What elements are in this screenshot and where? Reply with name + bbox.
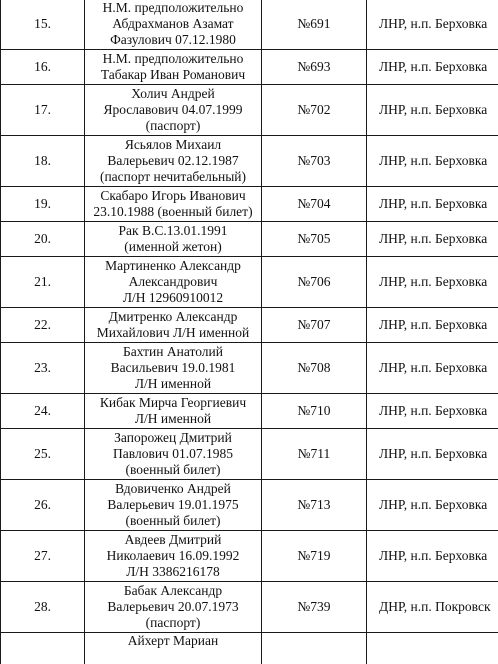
record-number: №693 (262, 50, 367, 85)
person-details-line: Л/Н именной (134, 411, 212, 426)
person-details-line: Фазулович 07.12.1980 (110, 32, 236, 47)
person-details-line: Мартиненко Александр (105, 258, 241, 273)
person-details-line: Табакар Иван Романович (100, 67, 246, 82)
person-details (85, 582, 262, 633)
person-details (85, 50, 262, 85)
person-details-line: Михайлович Л/Н именной (96, 325, 250, 340)
location: ЛНР, н.п. Берховка (367, 257, 498, 308)
person-details-line: Бахтин Анатолий (123, 344, 223, 359)
table-row (1, 222, 498, 257)
location: ЛНР, н.п. Берховка (367, 50, 498, 85)
table-row (1, 85, 498, 136)
person-details-line: Холич Андрей (131, 86, 215, 101)
person-details-line: Рак В.С.13.01.1991 (118, 223, 228, 238)
person-details (85, 257, 262, 308)
record-number: №706 (262, 257, 367, 308)
row-number: 24. (1, 394, 85, 429)
person-details (85, 480, 262, 531)
person-details-line: Валерьевич 02.12.1987 (107, 153, 239, 168)
records-table-body (1, 0, 498, 664)
table-row (1, 187, 498, 222)
row-number (1, 633, 85, 664)
row-number: 15. (1, 0, 85, 50)
row-number: 17. (1, 85, 85, 136)
person-details (85, 187, 262, 222)
person-details-line: Николаевич 16.09.1992 (106, 548, 240, 563)
record-number: №705 (262, 222, 367, 257)
location: ЛНР, н.п. Берховка (367, 222, 498, 257)
row-number: 22. (1, 308, 85, 343)
table-row (1, 633, 498, 664)
record-number: №691 (262, 0, 367, 50)
person-details (85, 429, 262, 480)
person-details (85, 0, 262, 50)
person-details-line: Павлович 01.07.1985 (113, 446, 233, 461)
location: ЛНР, н.п. Берховка (367, 394, 498, 429)
person-details-line: Абдрахманов Азамат (112, 16, 234, 31)
person-details-line: Айхерт Мариан (127, 633, 219, 648)
location: ЛНР, н.п. Берховка (367, 429, 498, 480)
person-details-line: Н.М. предположительно (102, 0, 244, 15)
row-number: 27. (1, 531, 85, 582)
location: ЛНР, н.п. Берховка (367, 308, 498, 343)
person-details-line: Дмитренко Александр (108, 309, 238, 324)
person-details-line: Л/Н 3386216178 (126, 564, 220, 579)
person-details (85, 85, 262, 136)
record-number: №703 (262, 136, 367, 187)
person-details-line: (паспорт) (145, 118, 201, 133)
person-details (85, 394, 262, 429)
location: ЛНР, н.п. Берховка (367, 480, 498, 531)
person-details-line: Александрович (128, 274, 218, 289)
person-details-line: Васильевич 19.0.1981 (110, 360, 236, 375)
person-details-line: Ясьялов Михаил (124, 137, 222, 152)
location (367, 633, 498, 664)
record-number: №739 (262, 582, 367, 633)
person-details (85, 308, 262, 343)
person-details-line: (именной жетон) (124, 239, 222, 254)
row-number: 26. (1, 480, 85, 531)
person-details-line: Л/Н 12960910012 (122, 290, 224, 305)
person-details-line: Запорожец Дмитрий (114, 430, 232, 445)
person-details-line: Ярославович 04.07.1999 (103, 102, 243, 117)
table-row (1, 257, 498, 308)
person-details-line: (паспорт нечитабельный) (99, 169, 247, 184)
person-details-line: (паспорт) (145, 615, 201, 630)
person-details-line: Авдеев Дмитрий (124, 532, 222, 547)
row-number: 19. (1, 187, 85, 222)
person-details-line: 23.10.1988 (военный билет) (93, 204, 253, 219)
row-number: 23. (1, 343, 85, 394)
person-details (85, 136, 262, 187)
person-details-line: Валерьевич 19.01.1975 (107, 497, 239, 512)
location: ЛНР, н.п. Берховка (367, 343, 498, 394)
table-row (1, 308, 498, 343)
person-details (85, 222, 262, 257)
record-number: №710 (262, 394, 367, 429)
person-details-line: Валерьевич 20.07.1973 (107, 599, 239, 614)
location: ЛНР, н.п. Берховка (367, 136, 498, 187)
table-row (1, 531, 498, 582)
row-number: 20. (1, 222, 85, 257)
record-number: №702 (262, 85, 367, 136)
record-number: №707 (262, 308, 367, 343)
table-row (1, 343, 498, 394)
record-number (262, 633, 367, 664)
record-number: №713 (262, 480, 367, 531)
person-details-line: Скабаро Игорь Иванович (100, 188, 246, 203)
record-number: №711 (262, 429, 367, 480)
record-number: №704 (262, 187, 367, 222)
person-details-line: Вдовиченко Андрей (115, 481, 231, 496)
record-number: №719 (262, 531, 367, 582)
person-details (85, 531, 262, 582)
row-number: 25. (1, 429, 85, 480)
row-number: 21. (1, 257, 85, 308)
location: ЛНР, н.п. Берховка (367, 531, 498, 582)
row-number: 28. (1, 582, 85, 633)
record-number: №708 (262, 343, 367, 394)
table-row (1, 136, 498, 187)
location: ДНР, н.п. Покровск (367, 582, 498, 633)
table-row (1, 429, 498, 480)
table-row (1, 0, 498, 50)
row-number: 16. (1, 50, 85, 85)
person-details (85, 343, 262, 394)
table-row (1, 394, 498, 429)
location: ЛНР, н.п. Берховка (367, 187, 498, 222)
table-row (1, 582, 498, 633)
person-details-line: Н.М. предположительно (102, 51, 244, 66)
person-details (85, 633, 262, 664)
person-details-line: (военный билет) (125, 513, 221, 528)
person-details-line: Кибак Мирча Георгиевич (99, 395, 247, 410)
location: ЛНР, н.п. Берховка (367, 85, 498, 136)
person-details-line: Бабак Александр (123, 583, 223, 598)
table-row (1, 480, 498, 531)
row-number: 18. (1, 136, 85, 187)
person-details-line: (военный билет) (125, 462, 221, 477)
person-details-line: Л/Н именной (134, 376, 212, 391)
location: ЛНР, н.п. Берховка (367, 0, 498, 50)
table-row (1, 50, 498, 85)
